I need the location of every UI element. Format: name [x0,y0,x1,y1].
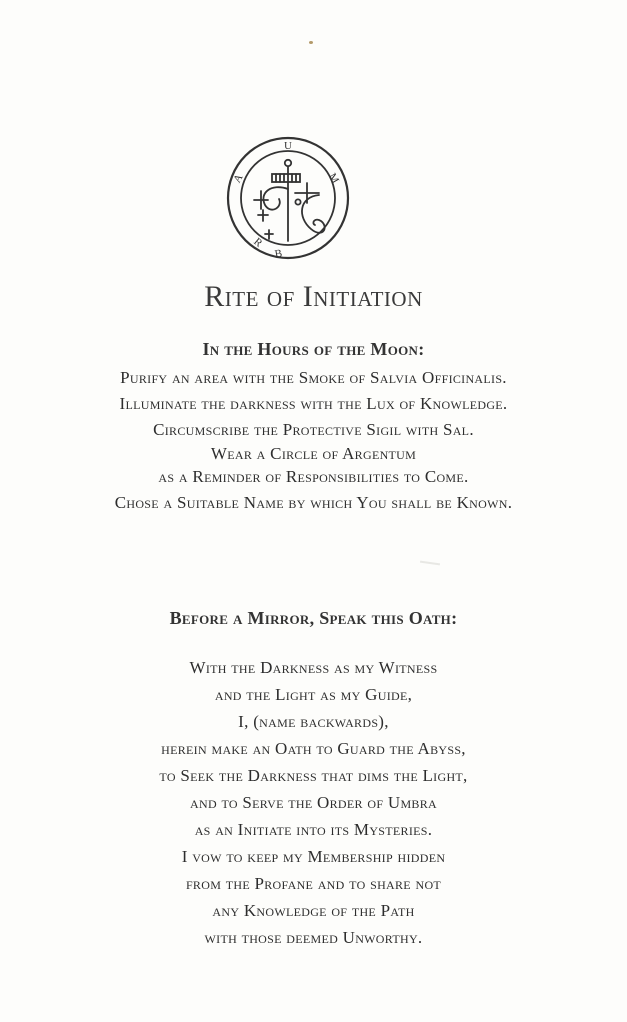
oath-line: and the Light as my Guide, [214,685,413,704]
rite-line: Purify an area with the Smoke of Salvia Officinalis. [120,368,507,387]
rite-instructions [0,365,627,516]
sigil-letter-b: B [273,247,284,261]
rite-line: Illuminate the darkness with the Lux of Knowledge. [119,394,508,413]
oath-line: I, (name backwards), [238,712,389,731]
oath-line: I vow to keep my Membership hidden [181,847,446,866]
rite-line: Chose a Suitable Name by which You shall be Known. [114,493,513,512]
rite-line: Wear a Circle of Argentum [210,444,417,463]
sigil-letter-r: R [251,235,265,250]
oath-text [0,654,627,951]
oath-line: to Seek the Darkness that dims the Light, [159,766,468,785]
rite-line: Circumscribe the Protective Sigil with Sal. [153,420,474,439]
sigil-letter-m: M [325,171,342,186]
sigil-letter-a: A [231,172,246,185]
page-title: Rite of Initiation [204,280,423,313]
section-heading-moon: In the Hours of the Moon: [202,339,425,359]
paper-speck [309,41,313,44]
oath-line: as an Initiate into its Mysteries. [194,820,433,839]
oath-line: With the Darkness as my Witness [189,658,438,677]
rite-line: as a Reminder of Responsibilities to Come. [158,467,469,486]
oath-line: from the Profane and to share not [185,874,442,893]
section-heading-oath: Before a Mirror, Speak this Oath: [169,608,458,628]
oath-line: any Knowledge of the Path [212,901,415,920]
oath-line: with those deemed Unworthy. [204,928,423,947]
oath-line: and to Serve the Order of Umbra [190,793,437,812]
sigil-letter-u: U [284,140,292,152]
oath-line: herein make an Oath to Guard the Abyss, [161,739,466,758]
sigil-seal-icon [223,133,353,263]
paper-smudge [420,561,440,566]
